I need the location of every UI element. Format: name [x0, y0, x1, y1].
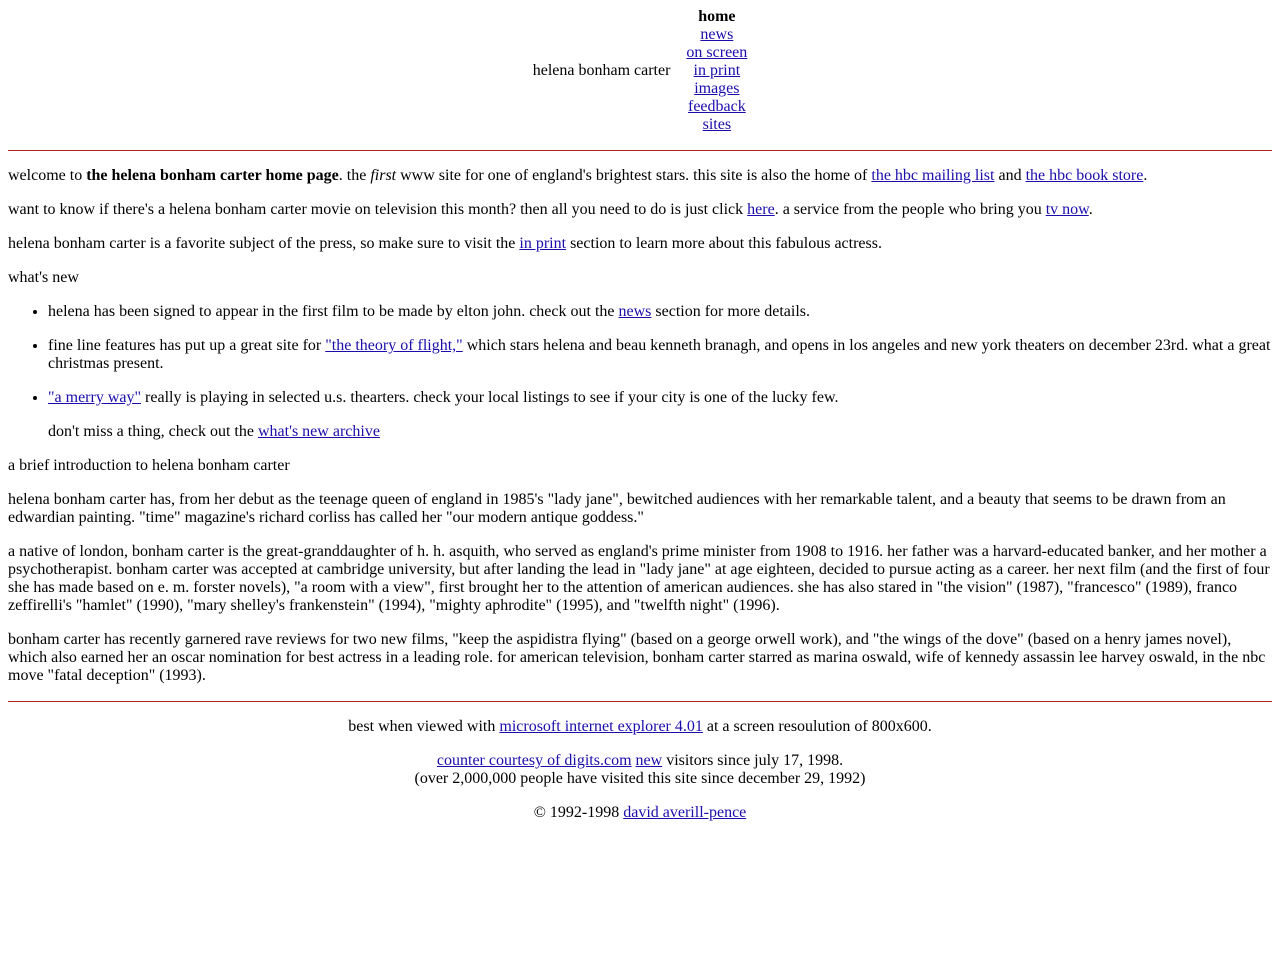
counter-image[interactable]: counter courtesy of digits.com: [436, 752, 632, 769]
news-link[interactable]: news: [618, 303, 652, 320]
author-link[interactable]: david averill-pence: [623, 804, 747, 821]
tv-paragraph: want to know if there's a helena bonham carter movie on television this month? then all you need to do is just click here. a service from the people who bring you tv now.: [8, 201, 1093, 218]
copyright: © 1992-1998 david averill-pence: [533, 804, 747, 821]
bio-paragraph-1: helena bonham carter has, from her debut as the teenage queen of england in 1985's "lady jane", bewitched audiences with her remarkable talent, and a beauty that seems to be drawn from an edwardian painting. "time" magazine's richard corliss has called her "our modern antique goddess.": [8, 491, 1226, 526]
book-store-link[interactable]: the hbc book store: [1025, 167, 1144, 184]
bio-heading: a brief introduction to helena bonham carter: [8, 457, 290, 474]
new-visitors-link[interactable]: new: [635, 752, 663, 769]
list-item: • helena has been signed to appear in the first film to be made by elton john. check out the news section for more details.: [48, 303, 1272, 321]
ie-download-link[interactable]: microsoft internet explorer 4.01: [499, 718, 703, 735]
tv-now-link[interactable]: tv now: [1045, 201, 1089, 218]
tv-here-link[interactable]: here: [747, 201, 775, 218]
total-visitors: (over 2,000,000 people have visited this site since december 29, 1992): [414, 770, 866, 787]
whats-new-list: [8, 303, 1272, 407]
bio-paragraph-2: a native of london, bonham carter is the great-granddaughter of h. h. asquith, who served as england's prime minister from 1908 to 1916. her father was a harvard-educated banker, and her mother a psychotherapist. bonham carter was accepted at cambridge university, but after landing the lead in "lady jane" at age eighteen, decided to pursue acting as a career. her next film (and the first of four she has made based on e. m. forster novels), "a room with a view", first brought her to the attention of american audiences. she has also stared in "the vision" (1987), "francesco" (1989), franco zeffirelli's "hamlet" (1990), "mary shelley's frankenstein" (1994), "mighty aphrodite" (1995), and "twelfth night" (1996).: [8, 543, 1270, 614]
nav-news[interactable]: news: [700, 26, 734, 43]
nav-on-screen[interactable]: on screen: [686, 44, 748, 61]
list-item: • "a merry way" really is playing in selected u.s. thearters. check your local listings to see if your city is one of the lucky few.: [48, 389, 1272, 407]
archive-link[interactable]: what's new archive: [257, 423, 380, 440]
in-print-link[interactable]: in print: [519, 235, 567, 252]
merry-way-link[interactable]: "a merry way": [48, 389, 142, 406]
nav-home: home: [698, 8, 736, 25]
nav-images[interactable]: images: [694, 80, 740, 97]
whats-new-heading: what's new: [8, 269, 79, 286]
logo-image: helena bonham carter: [532, 62, 671, 79]
site-title: the helena bonham carter home page: [86, 167, 339, 184]
nav-sites[interactable]: sites: [702, 116, 732, 133]
archive-note: don't miss a thing, check out the what's new archive: [48, 423, 380, 440]
list-item: • fine line features has put up a great site for "the theory of flight," which stars helena and beau kenneth branagh, and opens in los angeles and new york theaters on december 23rd. what a great christmas present.: [48, 337, 1272, 373]
intro-paragraph: welcome to the helena bonham carter home page. the first www site for one of england's brightest stars. this site is also the home of the hbc mailing list and the hbc book store.: [8, 167, 1148, 184]
theory-of-flight-link[interactable]: "the theory of flight,": [325, 337, 463, 354]
mailing-list-link[interactable]: the hbc mailing list: [871, 167, 995, 184]
bio-paragraph-3: bonham carter has recently garnered rave reviews for two new films, "keep the aspidistra flying" (based on a george orwell work), and "the wings of the dove" (based on a henry james novel), which also earned her an oscar nomination for best actress in a leading role. for american television, bonham carter starred as marina oswald, wife of kennedy assassin lee harvey oswald, in the nbc move "fatal deception" (1993).: [8, 631, 1266, 684]
header: [8, 8, 1272, 134]
divider-bottom: [8, 701, 1272, 702]
press-paragraph: helena bonham carter is a favorite subject of the press, so make sure to visit the in print section to learn more about this fabulous actress.: [8, 235, 882, 252]
nav-in-print[interactable]: in print: [693, 62, 741, 79]
main-nav: [686, 8, 747, 134]
visitor-counter: counter courtesy of digits.com new visitors since july 17, 1998. (over 2,000,000 people have visited this site since december 29, 1992): [414, 752, 866, 787]
nav-feedback[interactable]: feedback: [687, 98, 746, 115]
divider-top: [8, 150, 1272, 151]
browser-note: best when viewed with microsoft internet explorer 4.01 at a screen resoulution of 800x600.: [348, 718, 932, 735]
